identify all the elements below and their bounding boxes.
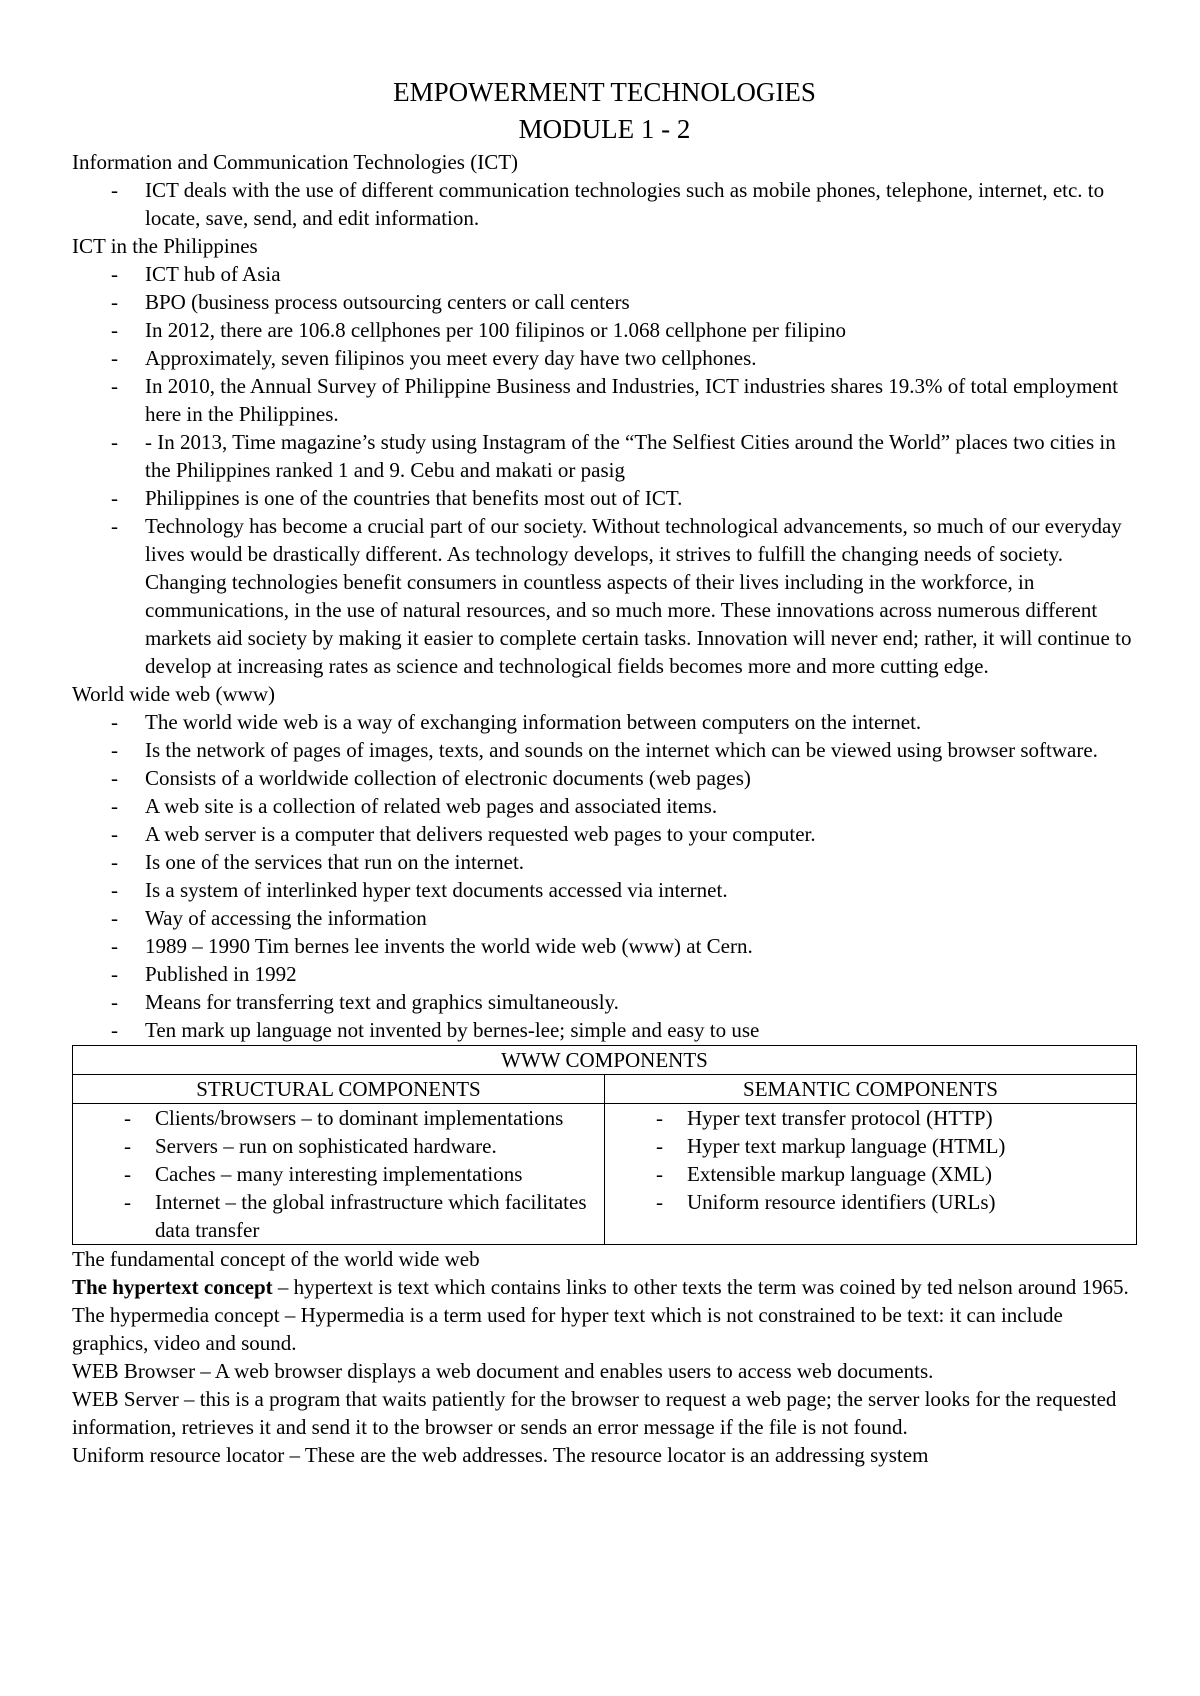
list-item: - Internet – the global infrastructure which facilitates data transfer	[77, 1188, 600, 1244]
structural-components-cell	[73, 1104, 605, 1245]
list-item: - Hyper text transfer protocol (HTTP)	[609, 1104, 1132, 1132]
list-item: - Means for transferring text and graphics simultaneously.	[72, 988, 1137, 1016]
hypermedia-paragraph: The hypermedia concept – Hypermedia is a term used for hyper text which is not constrained to be text: it can include graphics, video and sound.	[72, 1303, 1063, 1355]
list-item: - Extensible markup language (XML)	[609, 1160, 1132, 1188]
table-header-row	[73, 1075, 1137, 1104]
list-item: - In 2010, the Annual Survey of Philippine Business and Industries, ICT industries shares 19.3% of total employment here in the Philippines.	[72, 372, 1137, 428]
table-title: WWW COMPONENTS	[73, 1046, 1137, 1075]
list-item: - BPO (business process outsourcing centers or call centers	[72, 288, 1137, 316]
www-components-table	[72, 1045, 1137, 1245]
section-heading-ict: Information and Communication Technologies (ICT)	[72, 150, 519, 174]
list-item: - - In 2013, Time magazine’s study using Instagram of the “The Selfiest Cities around the World” places two cities in the Philippines ranked 1 and 9. Cebu and makati or pasig	[72, 428, 1137, 484]
list-item: - Caches – many interesting implementations	[77, 1160, 600, 1188]
fundamental-concept-heading: The fundamental concept of the world wide web	[72, 1247, 480, 1271]
list-item: - Approximately, seven filipinos you meet every day have two cellphones.	[72, 344, 1137, 372]
list-item: - ICT deals with the use of different communication technologies such as mobile phones, telephone, internet, etc. to locate, save, send, and edit information.	[72, 176, 1137, 232]
web-browser-paragraph: WEB Browser – A web browser displays a web document and enables users to access web documents.	[72, 1359, 934, 1383]
list-item: - Hyper text markup language (HTML)	[609, 1132, 1132, 1160]
title-line-2: MODULE 1 - 2	[518, 114, 691, 144]
semantic-components-cell	[605, 1104, 1137, 1245]
list-item: - The world wide web is a way of exchanging information between computers on the internet.	[72, 708, 1137, 736]
title-line-1: EMPOWERMENT TECHNOLOGIES	[393, 77, 816, 107]
section-heading-www: World wide web (www)	[72, 682, 276, 706]
semantic-components-header: SEMANTIC COMPONENTS	[605, 1075, 1137, 1104]
list-item: - Is a system of interlinked hyper text documents accessed via internet.	[72, 876, 1137, 904]
list-item: - Servers – run on sophisticated hardware.	[77, 1132, 600, 1160]
structural-components-header: STRUCTURAL COMPONENTS	[73, 1075, 605, 1104]
www-list	[72, 708, 1137, 1044]
ict-philippines-list	[72, 260, 1137, 680]
list-item: - In 2012, there are 106.8 cellphones per 100 filipinos or 1.068 cellphone per filipino	[72, 316, 1137, 344]
structural-components-list	[77, 1104, 600, 1244]
hypertext-term: The hypertext concept	[72, 1275, 273, 1299]
table-row	[73, 1104, 1137, 1245]
list-item: - Philippines is one of the countries that benefits most out of ICT.	[72, 484, 1137, 512]
hypertext-paragraph	[72, 1273, 1137, 1301]
list-item: - 1989 – 1990 Tim bernes lee invents the world wide web (www) at Cern.	[72, 932, 1137, 960]
document-page	[72, 74, 1137, 1469]
url-paragraph: Uniform resource locator – These are the web addresses. The resource locator is an addressing system	[72, 1443, 929, 1467]
list-item: - Consists of a worldwide collection of electronic documents (web pages)	[72, 764, 1137, 792]
list-item: - ICT hub of Asia	[72, 260, 1137, 288]
list-item: - Ten mark up language not invented by bernes-lee; simple and easy to use	[72, 1016, 1137, 1044]
list-item: - A web site is a collection of related web pages and associated items.	[72, 792, 1137, 820]
web-server-paragraph: WEB Server – this is a program that waits patiently for the browser to request a web page; the server looks for the requested information, retrieves it and send it to the browser or sends an error message if the file is not found.	[72, 1387, 1117, 1439]
list-item: - Is the network of pages of images, texts, and sounds on the internet which can be viewed using browser software.	[72, 736, 1137, 764]
list-item: - Way of accessing the information	[72, 904, 1137, 932]
list-item: - Published in 1992	[72, 960, 1137, 988]
hypertext-definition: – hypertext is text which contains links to other texts the term was coined by ted nelson around 1965.	[272, 1275, 1129, 1299]
list-item: - Is one of the services that run on the internet.	[72, 848, 1137, 876]
table-title-row	[73, 1046, 1137, 1075]
list-item: - Technology has become a crucial part of our society. Without technological advancements, so much of our everyday lives would be drastically different. As technology develops, it strives to fulfill the changing needs of society. Changing technologies benefit consumers in countless aspects of their lives including in the workforce, in communications, in the use of natural resources, and so much more. These innovations across numerous different markets aid society by making it easier to complete certain tasks. Innovation will never end; rather, it will continue to develop at increasing rates as science and technological fields becomes more and more cutting edge.	[72, 512, 1137, 680]
list-item: - Uniform resource identifiers (URLs)	[609, 1188, 1132, 1216]
list-item: - Clients/browsers – to dominant implementations	[77, 1104, 600, 1132]
document-title	[72, 74, 1137, 148]
ict-list	[72, 176, 1137, 232]
section-heading-ict-philippines: ICT in the Philippines	[72, 234, 258, 258]
semantic-components-list	[609, 1104, 1132, 1216]
list-item: - A web server is a computer that delivers requested web pages to your computer.	[72, 820, 1137, 848]
